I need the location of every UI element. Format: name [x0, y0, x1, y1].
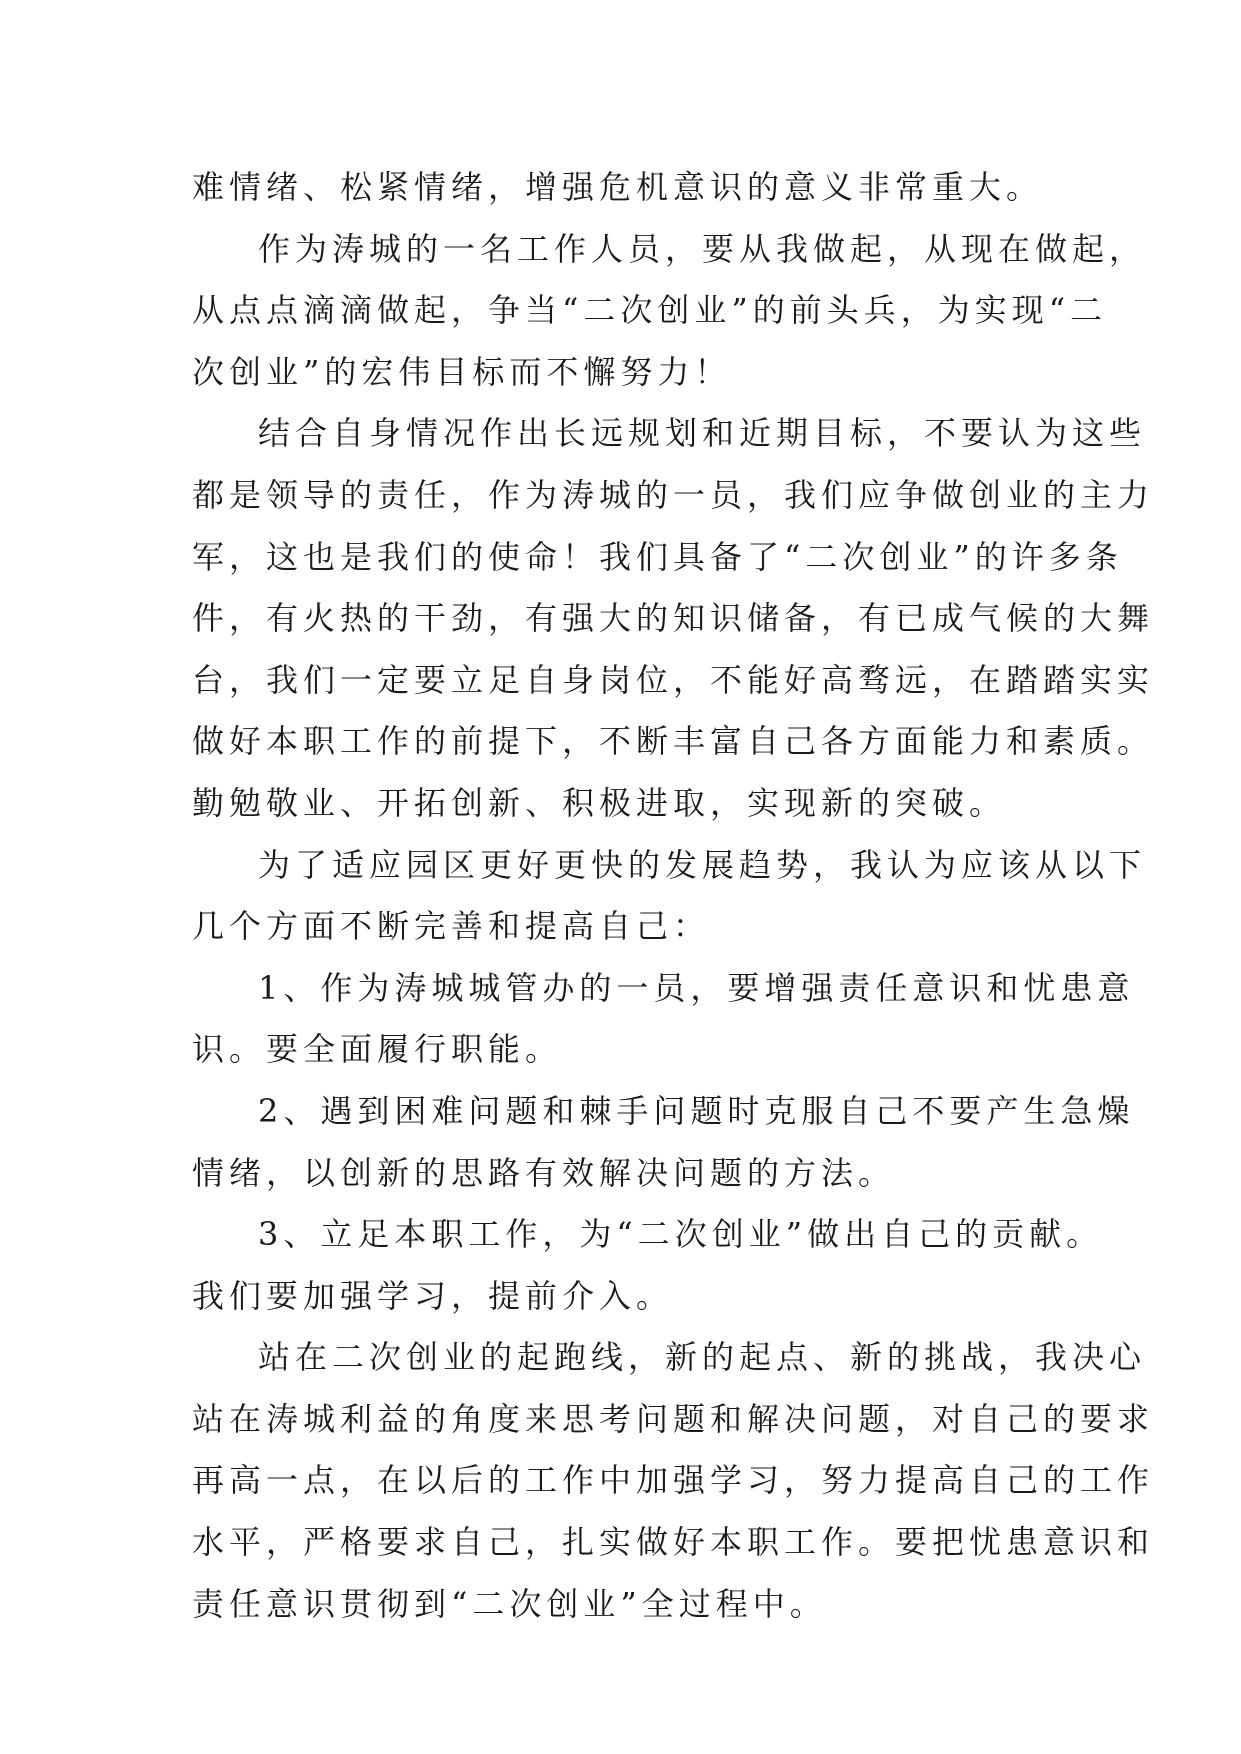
text-line: 难情绪、松紧情绪，增强危机意识的意义非常重大。 — [192, 168, 1044, 206]
text-line: 为了适应园区更好更快的发展趋势，我认为应该从以下 — [258, 845, 1147, 884]
text-line: 次创业”的宏伟目标而不懈努力！ — [192, 352, 732, 391]
text-line: 军，这也是我们的使命！我们具备了“二次创业”的许多条 — [192, 537, 1123, 576]
list-item-1 — [192, 958, 1135, 1081]
text-line: 几个方面不断完善和提高自己： — [192, 907, 711, 946]
text-line: 做好本职工作的前提下，不断丰富自己各方面能力和素质。 — [192, 722, 1155, 761]
paragraph-3 — [192, 403, 1155, 834]
text-line: 都是领导的责任，作为涛城的一员，我们应争做创业的主力 — [192, 475, 1155, 514]
paragraph-2 — [192, 219, 1147, 404]
text-line: 站在二次创业的起跑线，新的起点、新的挑战，我决心 — [258, 1338, 1147, 1377]
text-line: 责任意识贯彻到“二次创业”全过程中。 — [192, 1584, 827, 1623]
text-line: 2、遇到困难问题和棘手问题时克服自己不要产生急燥 — [258, 1091, 1135, 1130]
paragraph-closing — [192, 1327, 1155, 1635]
text-line: 水平，严格要求自己，扎实做好本职工作。要把忧患意识和 — [192, 1523, 1155, 1562]
text-line: 站在涛城利益的角度来思考问题和解决问题，对自己的要求 — [192, 1399, 1155, 1438]
list-item-2 — [192, 1081, 1135, 1204]
text-line: 作为涛城的一名工作人员，要从我做起，从现在做起， — [258, 229, 1147, 268]
text-line: 再高一点，在以后的工作中加强学习，努力提高自己的工作 — [192, 1461, 1155, 1500]
text-line: 件，有火热的干劲，有强大的知识储备，有已成气候的大舞 — [192, 599, 1155, 638]
text-line: 勤勉敬业、开拓创新、积极进取，实现新的突破。 — [192, 783, 1007, 822]
paragraph-4 — [192, 835, 1147, 958]
text-line: 识。要全面履行职能。 — [192, 1030, 563, 1069]
text-line: 情绪，以创新的思路有效解决问题的方法。 — [192, 1153, 896, 1192]
list-item-3 — [192, 1204, 1104, 1327]
text-line: 我们要加强学习，提前介入。 — [192, 1276, 674, 1315]
text-line: 台，我们一定要立足自身岗位，不能好高骛远，在踏踏实实 — [192, 660, 1155, 699]
paragraph-1 — [192, 157, 1062, 219]
text-line: 1、作为涛城城管办的一员，要增强责任意识和忧患意 — [258, 968, 1135, 1007]
text-line: 3、立足本职工作，为“二次创业”做出自己的贡献。 — [258, 1215, 1104, 1254]
document-body — [192, 157, 1155, 1635]
text-line: 结合自身情况作出长远规划和近期目标，不要认为这些 — [258, 414, 1147, 453]
text-line: 从点点滴滴做起，争当“二次创业”的前头兵，为实现“二 — [192, 291, 1108, 330]
